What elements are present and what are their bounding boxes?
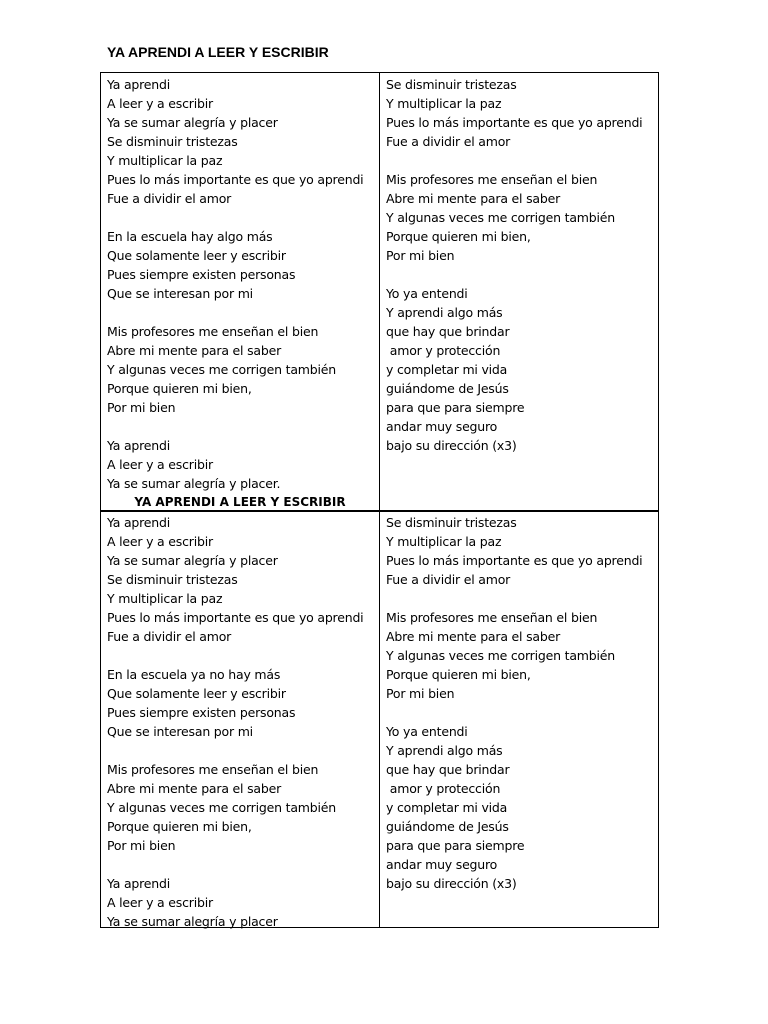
right-column: [379, 73, 658, 511]
lyric-line: bajo su dirección (x3): [386, 876, 517, 891]
left-column: [101, 511, 380, 927]
lyric-line: En la escuela hay algo más: [107, 229, 273, 244]
lyrics-lines: [107, 513, 363, 931]
lyric-line: Abre mi mente para el saber: [107, 781, 282, 796]
lyric-line: que hay que brindar: [386, 762, 510, 777]
lyric-line: Y algunas veces me corrigen también: [386, 210, 615, 225]
lyric-line: En la escuela ya no hay más: [107, 667, 281, 682]
lyric-line: andar muy seguro: [386, 419, 498, 434]
lyric-line: Y algunas veces me corrigen también: [386, 648, 615, 663]
blank-line: [107, 741, 363, 760]
lyric-line: Pues lo más importante es que yo aprendi: [107, 172, 364, 187]
lyric-line: Y multiplicar la paz: [386, 96, 502, 111]
blank-line: [107, 303, 363, 322]
right-column: [379, 511, 658, 927]
lyric-line: para que para siempre: [386, 838, 525, 853]
lyric-line: Ya se sumar alegría y placer: [107, 553, 278, 568]
lyric-line: Yo ya entendi: [386, 286, 468, 301]
lyric-line: Pues lo más importante es que yo aprendi: [107, 610, 364, 625]
lyric-line: Fue a dividir el amor: [386, 134, 511, 149]
lyric-line: Por mi bien: [386, 686, 455, 701]
blank-line: [107, 855, 363, 874]
lyric-line: A leer y a escribir: [107, 96, 213, 111]
lyric-line: Ya se sumar alegría y placer: [107, 115, 278, 130]
lyric-line: y completar mi vida: [386, 362, 508, 377]
document-title: YA APRENDI A LEER Y ESCRIBIR: [107, 44, 329, 60]
lyric-line: bajo su dirección (x3): [386, 438, 517, 453]
lyric-line: Mis profesores me enseñan el bien: [107, 762, 319, 777]
lyric-line: Pues siempre existen personas: [107, 267, 296, 282]
lyric-line: A leer y a escribir: [107, 534, 213, 549]
blank-line: [107, 208, 363, 227]
lyric-line: Mis profesores me enseñan el bien: [386, 610, 598, 625]
blank-line: [386, 265, 642, 284]
lyric-line: Y aprendi algo más: [386, 743, 503, 758]
blank-line: [107, 417, 363, 436]
lyric-line: Ya aprendi: [107, 876, 171, 891]
lyric-line: Pues lo más importante es que yo aprendi: [386, 553, 643, 568]
blank-line: [386, 703, 642, 722]
lyric-line: Se disminuir tristezas: [107, 134, 238, 149]
lyric-line: Y aprendi algo más: [386, 305, 503, 320]
lyrics-table-1: [100, 72, 659, 512]
lyric-line: Ya aprendi: [107, 77, 171, 92]
lyric-line: guiándome de Jesús: [386, 819, 509, 834]
lyric-line: Abre mi mente para el saber: [386, 629, 561, 644]
lyric-line: Por mi bien: [386, 248, 455, 263]
lyric-line: A leer y a escribir: [107, 895, 213, 910]
lyrics-lines: [386, 75, 642, 455]
lyric-line: Y multiplicar la paz: [107, 153, 223, 168]
lyric-line: Yo ya entendi: [386, 724, 468, 739]
lyric-line: Porque quieren mi bien,: [386, 667, 531, 682]
lyric-line: Mis profesores me enseñan el bien: [107, 324, 319, 339]
lyrics-lines: [107, 75, 363, 493]
lyric-line: Pues siempre existen personas: [107, 705, 296, 720]
lyric-line: Que solamente leer y escribir: [107, 686, 286, 701]
lyric-line: Fue a dividir el amor: [107, 191, 232, 206]
lyric-line: Fue a dividir el amor: [386, 572, 511, 587]
lyric-line: para que para siempre: [386, 400, 525, 415]
section-subtitle: YA APRENDI A LEER Y ESCRIBIR: [134, 495, 346, 509]
lyric-line: amor y protección: [386, 343, 501, 358]
lyric-line: Porque quieren mi bien,: [107, 381, 252, 396]
lyric-line: Y algunas veces me corrigen también: [107, 800, 336, 815]
left-column: [101, 73, 380, 511]
lyric-line: Mis profesores me enseñan el bien: [386, 172, 598, 187]
lyric-line: Porque quieren mi bien,: [107, 819, 252, 834]
lyric-line: Abre mi mente para el saber: [107, 343, 282, 358]
lyric-line: y completar mi vida: [386, 800, 508, 815]
lyric-line: Y multiplicar la paz: [107, 591, 223, 606]
lyric-line: andar muy seguro: [386, 857, 498, 872]
blank-line: [386, 589, 642, 608]
lyric-line: Fue a dividir el amor: [107, 629, 232, 644]
lyric-line: Ya aprendi: [107, 438, 171, 453]
lyric-line: guiándome de Jesús: [386, 381, 509, 396]
lyric-line: Ya se sumar alegría y placer.: [107, 476, 281, 491]
lyric-line: Que se interesan por mi: [107, 286, 253, 301]
lyric-line: Abre mi mente para el saber: [386, 191, 561, 206]
lyric-line: Por mi bien: [107, 400, 176, 415]
lyric-line: Y algunas veces me corrigen también: [107, 362, 336, 377]
lyric-line: Se disminuir tristezas: [386, 77, 517, 92]
lyric-line: Ya aprendi: [107, 515, 171, 530]
lyric-line: A leer y a escribir: [107, 457, 213, 472]
lyric-line: amor y protección: [386, 781, 501, 796]
lyric-line: que hay que brindar: [386, 324, 510, 339]
lyric-line: Se disminuir tristezas: [386, 515, 517, 530]
lyric-line: Por mi bien: [107, 838, 176, 853]
lyric-line: Que se interesan por mi: [107, 724, 253, 739]
blank-line: [107, 646, 363, 665]
lyric-line: Pues lo más importante es que yo aprendi: [386, 115, 643, 130]
blank-line: [386, 151, 642, 170]
lyric-line: Y multiplicar la paz: [386, 534, 502, 549]
lyrics-table-2: [100, 510, 659, 928]
lyric-line: Que solamente leer y escribir: [107, 248, 286, 263]
lyrics-lines: [386, 513, 642, 893]
lyric-line: Ya se sumar alegría y placer: [107, 914, 278, 929]
lyric-line: Porque quieren mi bien,: [386, 229, 531, 244]
lyric-line: Se disminuir tristezas: [107, 572, 238, 587]
